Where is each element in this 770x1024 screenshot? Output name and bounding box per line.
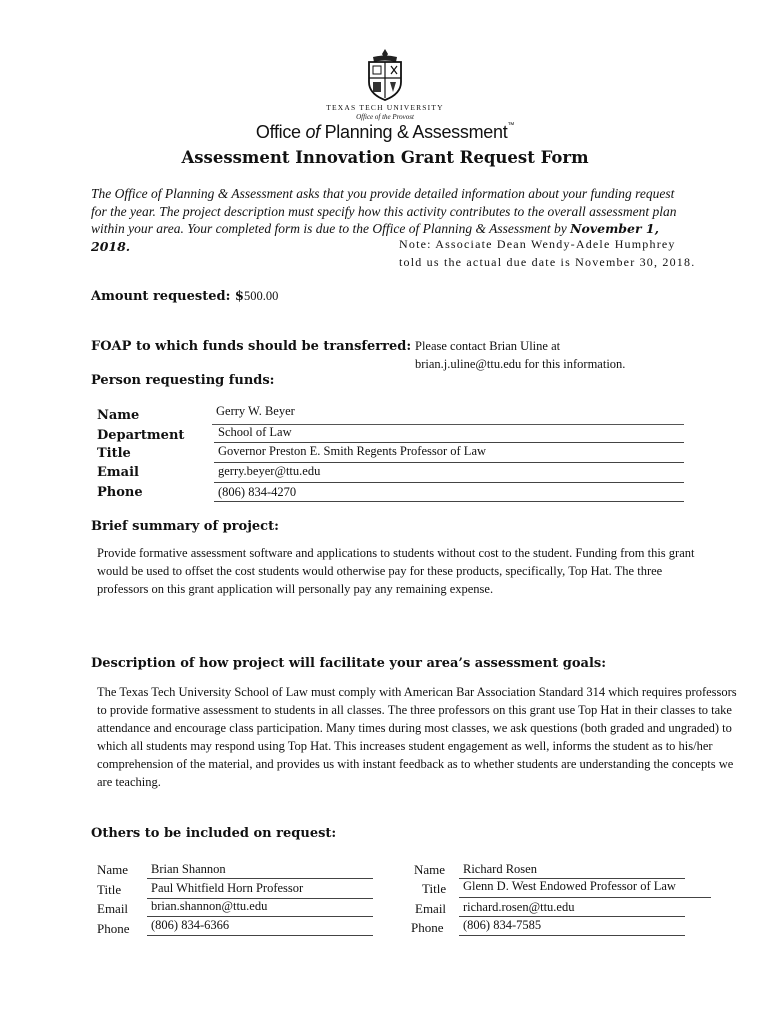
others-1-title-label: Title (97, 882, 122, 897)
description-text: The Texas Tech University School of Law must comply with American Bar Association Standard 314 which requires professors to provide formative assessment to students in all classes. The three professors on this grant use Top Hat in their classes to take attendance and encourage class participation. Many times during most classes, we ask questions (both graded and ungraded) to which all students may respond using Top Hat. This increases student engagement as well, informs the student as to his/her comprehension of the material, and provides us with instant feedback as to whether students are understanding the concepts we are teaching. (97, 685, 737, 789)
requester-email-field[interactable] (214, 464, 684, 483)
others-1-email-value: brian.shannon@ttu.edu (151, 899, 268, 913)
others-1-email-label: Email (97, 901, 129, 916)
others-1-name-field[interactable] (147, 862, 373, 879)
others-2-title-field[interactable] (459, 879, 711, 898)
requester-email-label: Email (97, 465, 139, 480)
requester-department-label: Department (97, 428, 185, 443)
requester-phone-label: Phone (97, 485, 143, 500)
requester-name-value: Gerry W. Beyer (216, 404, 295, 418)
amount-row (91, 287, 278, 305)
foap-value-line: brian.j.uline@ttu.edu for this information. (415, 357, 626, 371)
requester-department-value: School of Law (218, 425, 292, 439)
foap-value (415, 337, 625, 373)
requester-phone-field[interactable] (214, 485, 684, 502)
university-seal-logo (363, 48, 407, 102)
requester-phone-value: (806) 834-4270 (218, 485, 297, 499)
others-2-email-label: Email (415, 901, 447, 916)
form-title: Assessment Innovation Grant Request Form (181, 148, 589, 167)
others-1-title-field[interactable] (147, 881, 373, 899)
intro-text: The Office of Planning & Assessment asks that you provide detailed information about your funding request for the year. The project description must specify how this activity contributes to the overall assessment plan within your area. Your completed form is due to the Office of Planning & Assessment by (91, 186, 677, 236)
summary-heading: Brief summary of project: (91, 519, 279, 534)
university-name: TEXAS TECH UNIVERSITY (326, 103, 444, 112)
others-1-phone-label: Phone (97, 921, 130, 936)
trademark-mark: ™ (507, 122, 515, 129)
others-2-name-label: Name (414, 862, 446, 877)
foap-label: FOAP to which funds should be transferred: (91, 339, 412, 354)
department-name-of: of (305, 122, 320, 142)
requester-name-field[interactable] (212, 404, 684, 425)
requester-name-label: Name (97, 408, 140, 423)
others-2-phone-label: Phone (411, 920, 444, 935)
requester-email-value: gerry.beyer@ttu.edu (218, 464, 321, 478)
office-name: Office of the Provost (356, 113, 414, 121)
others-heading: Others to be included on request: (91, 826, 337, 841)
department-name-part: Office (255, 122, 306, 142)
others-2-email-field[interactable] (459, 900, 685, 917)
others-1-phone-field[interactable] (147, 918, 373, 936)
requester-title-field[interactable] (214, 444, 684, 463)
department-name (0, 122, 770, 143)
amount-label: Amount requested: $ (91, 289, 244, 304)
others-2-phone-value: (806) 834-7585 (463, 918, 542, 932)
requester-title-label: Title (97, 446, 131, 461)
others-1-email-field[interactable] (147, 899, 373, 917)
others-2-phone-field[interactable] (459, 918, 685, 936)
others-1-phone-value: (806) 834-6366 (151, 918, 230, 932)
others-1-name-value: Brian Shannon (151, 862, 226, 876)
others-2-title-value: Glenn D. West Endowed Professor of Law (463, 879, 676, 893)
foap-value-line: Please contact Brian Uline at (415, 339, 561, 353)
requester-department-field[interactable] (214, 425, 684, 443)
summary-text: Provide formative assessment software and applications to students without cost to the student. Funding from this grant would be used to offset the cost students would otherwise pay for these products, specifically, Top Hat. The three professors on this grant application will personally pay any remaining expense. (97, 546, 695, 596)
due-date-note: Note: Associate Dean Wendy-Adele Humphrey told us the actual due date is November 30, 2018. (399, 237, 696, 269)
due-date: November 1, 2018. (91, 221, 659, 254)
others-1-title-value: Paul Whitfield Horn Professor (151, 881, 304, 895)
others-2-title-label: Title (422, 881, 447, 896)
others-2-email-value: richard.rosen@ttu.edu (463, 900, 575, 914)
requester-heading: Person requesting funds: (91, 373, 275, 388)
department-name-part: Planning & Assessment (319, 122, 508, 142)
description-heading: Description of how project will facilitate your area’s assessment goals: (91, 656, 607, 671)
requester-title-value: Governor Preston E. Smith Regents Professor of Law (218, 444, 487, 458)
others-1-name-label: Name (97, 862, 129, 877)
others-2-name-value: Richard Rosen (463, 862, 537, 876)
others-2-name-field[interactable] (459, 862, 685, 879)
amount-value: 500.00 (243, 289, 279, 303)
